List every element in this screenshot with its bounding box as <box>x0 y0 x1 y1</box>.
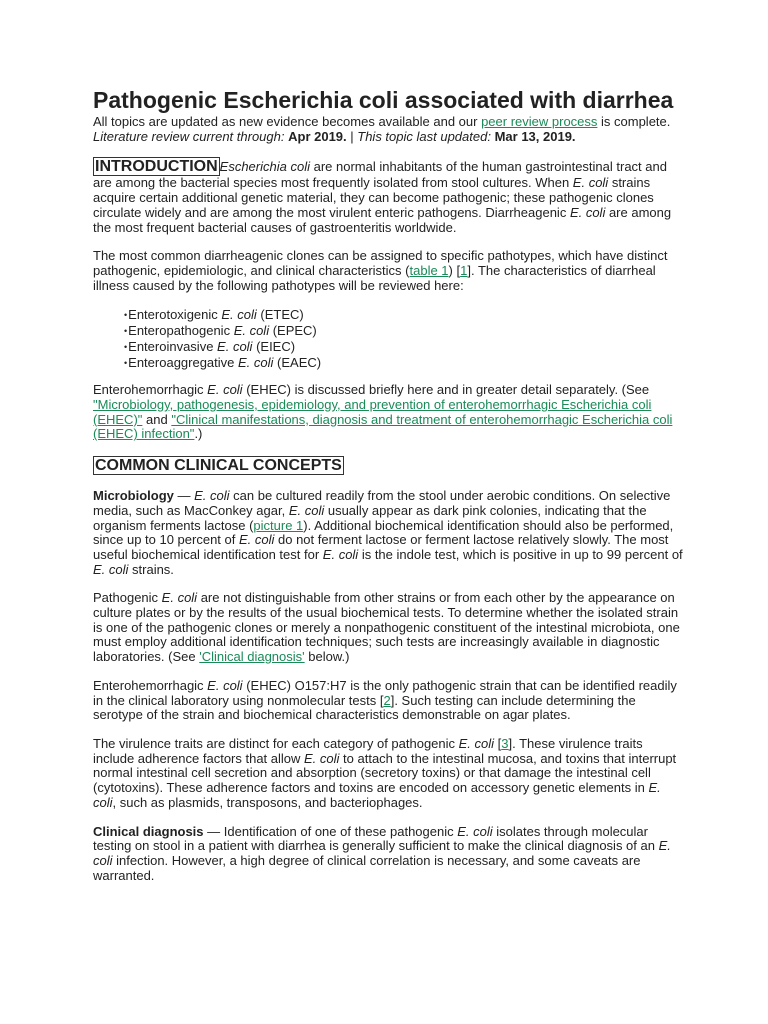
list-item: • Enteroaggregative E. coli (EAEC) <box>124 355 683 371</box>
table-1-link[interactable]: table 1 <box>409 262 449 278</box>
ehec-clinical-link[interactable]: "Clinical manifestations, diagnosis and treatment of enterohemorrhagic Escherichia coli (EHEC) infection" <box>93 411 673 442</box>
clinical-diagnosis-link[interactable]: 'Clinical diagnosis' <box>199 649 305 665</box>
literature-review-date: Apr 2019. <box>288 128 347 144</box>
page-title: Pathogenic Escherichia coli associated with diarrhea <box>93 87 674 113</box>
pathotypes-paragraph: The most common diarrheagenic clones can be assigned to specific pathotypes, which have distinct pathogenic, epidemiologic, and clinical characteristics (table 1) [1]. The characteristics of diarrheal illness caused by the following pathotypes will be reviewed here: <box>93 248 668 293</box>
list-item: • Enteroinvasive E. coli (EIEC) <box>124 339 683 355</box>
ehec-microbiology-link[interactable]: "Microbiology, pathogenesis, epidemiology, and prevention of enterohemorrhagic Escherichia coli (EHEC)" <box>93 397 652 427</box>
reference-3-link[interactable]: 3 <box>501 735 509 751</box>
last-updated-label: This topic last updated: <box>357 128 491 144</box>
microbiology-paragraph: Microbiology — E. coli can be cultured readily from the stool under aerobic conditions. On selective media, such as MacConkey agar, E. coli usually appear as dark pink colonies, indicating that the organism ferments lactose (picture 1). Additional biochemical identification should also be performed, since up to 10 percent of E. coli do not ferment lactose or ferment lactose relatively slowly. The most useful biochemical identification test for E. coli is the indole test, which is positive in up to 99 percent of E. coli strains. <box>93 488 683 577</box>
update-notice: All topics are updated as new evidence becomes available and our peer review process is complete. <box>93 114 671 129</box>
introduction-heading: INTRODUCTION <box>95 158 218 176</box>
picture-1-link[interactable]: picture 1 <box>253 517 304 533</box>
clinical-diagnosis-label: Clinical diagnosis <box>93 823 204 839</box>
list-item: • Enteropathogenic E. coli (EPEC) <box>124 323 683 339</box>
introduction-paragraph: INTRODUCTION Escherichia coli are normal inhabitants of the human gastrointestinal tract and are among the bacterial species most frequently isolated from stool cultures. When E. coli strains acquire certain additional genetic material, they can become pathogenic; these pathogenic clones circulate widely and are among the most virulent enteric pathogens. Diarrheagenic E. coli are among the most frequent bacterial causes of gastroenteritis worldwide. <box>93 158 672 235</box>
clinical-diagnosis-paragraph: Clinical diagnosis — Identification of one of these pathogenic E. coli isolates through molecular testing on stool in a patient with diarrhea is generally sufficient to make the clinical diagnosis of an E. coli infection. However, a high degree of clinical correlation is necessary, and some caveats are warranted. <box>93 823 671 883</box>
ehec-paragraph: Enterohemorrhagic E. coli (EHEC) is discussed briefly here and in greater detail separately. (See "Microbiology, pathogenesis, epidemiology, and prevention of enterohemorrhagic Escherichia coli (EHEC)" and "Clinical manifestations, diagnosis and treatment of enterohemorrhagic Escherichia coli (EHEC) infection".) <box>93 382 673 442</box>
article <box>93 88 683 883</box>
reference-1-link[interactable]: 1 <box>460 262 468 278</box>
peer-review-link[interactable]: peer review process <box>481 114 598 129</box>
pathotype-list <box>93 307 683 371</box>
microbiology-label: Microbiology <box>93 488 174 504</box>
literature-review-label: Literature review current through: <box>93 128 285 144</box>
review-dates: Literature review current through: Apr 2019. | This topic last updated: Mar 13, 2019. <box>93 128 576 144</box>
o157-paragraph: Enterohemorrhagic E. coli (EHEC) O157:H7 is the only pathogenic strain that can be identified readily in the clinical laboratory using nonmolecular tests [2]. Such testing can include determining the serotype of the strain and biochemical characteristics demonstrable on agar plates. <box>93 677 677 723</box>
list-item: • Enterotoxigenic E. coli (ETEC) <box>124 307 683 323</box>
virulence-paragraph: The virulence traits are distinct for each category of pathogenic E. coli [3]. These virulence traits include adherence factors that allow E. coli to attach to the intestinal mucosa, and toxins that interrupt normal intestinal cell secretion and absorption (secretory toxins) or that damage the intestinal cell (cytotoxins). These adherence factors and toxins are encoded on accessory genetic elements in E. coli, such as plasmids, transposons, and bacteriophages. <box>93 735 677 810</box>
pathogenic-paragraph: Pathogenic E. coli are not distinguishable from other strains or from each other by the appearance on culture plates or by the results of the usual biochemical tests. To determine whether the isolated strain is one of the pathogenic clones or merely a nonpathogenic constituent of the intestinal microbiota, one must employ additional identification techniques; such tests are increasingly available in diagnostic laboratories. (See 'Clinical diagnosis' below.) <box>93 590 680 665</box>
last-updated-date: Mar 13, 2019. <box>494 128 576 144</box>
common-clinical-concepts-heading: COMMON CLINICAL CONCEPTS <box>95 457 342 475</box>
reference-2-link[interactable]: 2 <box>383 692 391 708</box>
